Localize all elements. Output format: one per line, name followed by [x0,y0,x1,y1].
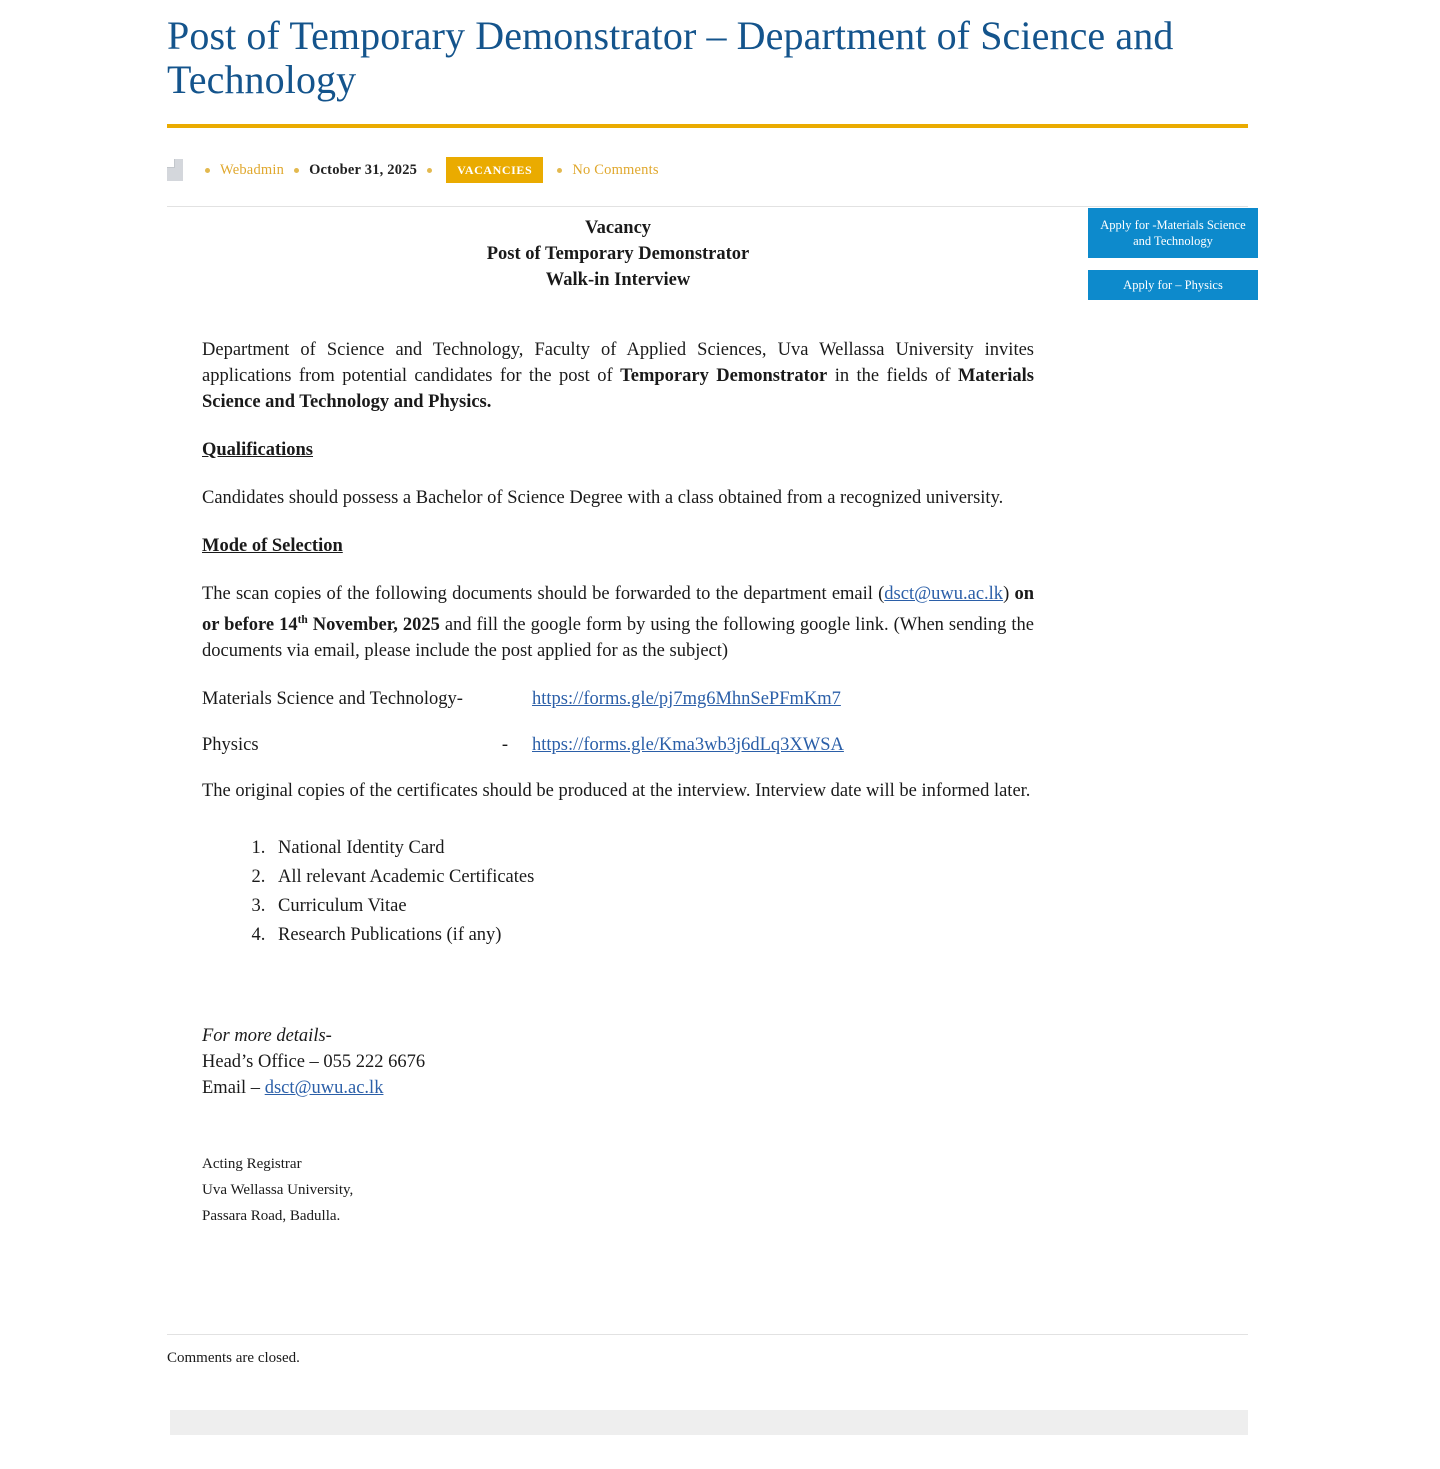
required-documents-list [202,834,1034,949]
form-link-label-materials: Materials Science and Technology- [202,689,463,710]
comments-divider-rule [167,1334,1248,1335]
page-title: Post of Temporary Demonstrator – Department of Science and Technology [167,13,1174,102]
vacancy-heading-block [202,215,1034,293]
department-email-link[interactable]: dsct@uwu.ac.lk [884,584,1004,604]
intro-bold-post: Temporary Demonstrator [620,366,828,386]
registrar-university: Uva Wellassa University, [202,1182,354,1199]
intro-text-part-1: Department of Science and Technology, Faculty of Applied Sciences, Uva Wellassa University invites applications from potential candidates for the post of [202,340,1034,386]
mode-of-selection-heading: Mode of Selection [202,536,343,556]
form-link-url-materials[interactable]: https://forms.gle/pj7mg6MhnSePFmKm7 [532,689,841,710]
form-link-row-materials [202,686,1034,712]
meta-separator-dot [205,168,210,173]
post-author-link[interactable]: Webadmin [220,161,285,178]
form-link-row-physics [202,732,1034,758]
meta-separator-dot [294,168,299,173]
deadline-prefix: on or before 14 [202,584,1034,636]
meta-separator-dot [557,168,562,173]
mode-text-part-3: and fill the google form by using the following google link. (When sending the documents via email, please include the post applied for as the subject) [202,615,1034,662]
form-link-url-physics[interactable]: https://forms.gle/Kma3wb3j6dLq3XWSA [532,735,844,756]
qualifications-paragraph: Candidates should possess a Bachelor of Science Degree with a class obtained from a recognized university. [202,488,1004,508]
post-category-badge[interactable]: VACANCIES [446,157,543,183]
contact-office-phone: Head’s Office – 055 222 6676 [202,1052,426,1073]
contact-email-line [202,1075,1034,1101]
vacancy-heading-line-1: Vacancy [584,218,652,238]
mode-of-selection-paragraph [202,581,1034,664]
intro-paragraph [202,337,1034,415]
intro-text-part-2: in the fields of [827,366,958,386]
comments-closed-text: Comments are closed. [167,1350,300,1366]
qualifications-heading: Qualifications [202,440,314,460]
footer-gray-bar [170,1410,1248,1435]
contact-email-label: Email – [202,1078,265,1099]
deadline-ordinal-suffix: th [297,614,308,626]
list-item: 2. All relevant Academic Certificates [270,863,1034,891]
meta-divider-rule [167,206,1248,207]
title-underline-rule [167,124,1248,128]
post-header [167,0,1249,207]
form-link-label-physics-wrap [202,732,532,758]
apply-physics-button[interactable]: Apply for – Physics [1088,270,1258,300]
apply-buttons-group [1088,208,1258,300]
list-item: 3. Curriculum Vitae [270,892,1034,920]
vacancy-heading-line-2: Post of Temporary Demonstrator [486,244,750,264]
originals-note-paragraph: The original copies of the certificates should be produced at the interview. Interview date will be informed later. [202,781,1031,802]
form-link-label-physics: Physics [202,735,259,756]
post-content [202,215,1034,1229]
registrar-title: Acting Registrar [202,1156,302,1173]
meta-separator-dot [427,168,432,173]
contact-details-block [202,1023,1034,1101]
list-item: 1. National Identity Card [270,834,1034,862]
registrar-address: Passara Road, Badulla. [202,1208,341,1225]
contact-details-lead: For more details- [202,1026,332,1047]
registrar-signature-block [202,1151,1034,1229]
vacancy-heading-line-3: Walk-in Interview [545,270,691,290]
post-date: October 31, 2025 [309,161,418,178]
contact-email-link[interactable]: dsct@uwu.ac.lk [264,1078,384,1099]
mode-text-part-1: The scan copies of the following documents should be forwarded to the department email ( [202,584,885,604]
list-item: 4. Research Publications (if any) [270,921,1034,949]
post-comments-link[interactable]: No Comments [572,161,659,178]
document-icon [167,159,183,181]
form-link-dash-physics: - [501,735,508,756]
intro-bold-fields: Materials Science and Technology and Physics. [202,366,1034,412]
apply-materials-science-button[interactable]: Apply for -Materials Science and Technology [1088,208,1258,258]
mode-text-part-2: ) [1003,584,1015,604]
deadline-suffix: November, 2025 [307,615,440,636]
post-meta-bar [167,154,1249,186]
